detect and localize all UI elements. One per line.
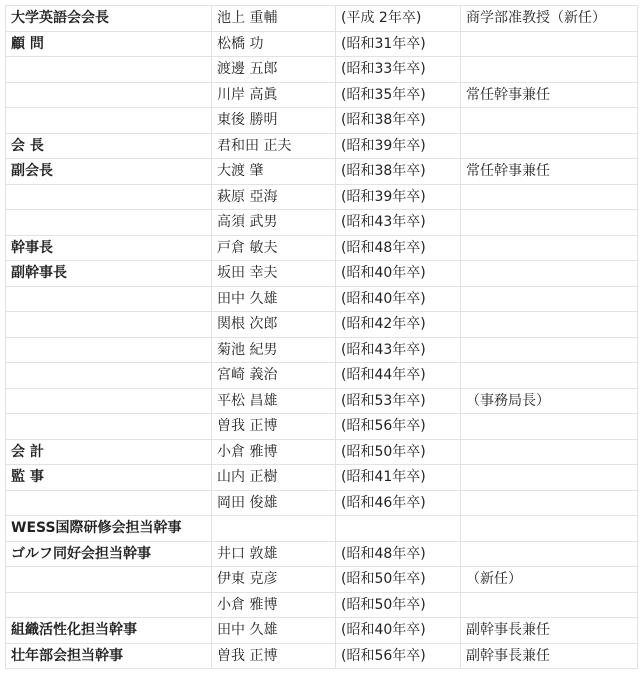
table-row xyxy=(6,567,638,593)
graduation-year-cell: (昭和39年卒) xyxy=(336,133,461,159)
position-cell xyxy=(6,490,212,516)
graduation-year-cell: (昭和40年卒) xyxy=(336,261,461,287)
name-cell: 関根 次郎 xyxy=(212,312,336,338)
graduation-year-cell: (昭和53年卒) xyxy=(336,388,461,414)
note-cell xyxy=(461,261,638,287)
graduation-year-cell: (昭和40年卒) xyxy=(336,286,461,312)
position-cell xyxy=(6,82,212,108)
graduation-year-cell: (昭和42年卒) xyxy=(336,312,461,338)
table-row xyxy=(6,31,638,57)
position-cell: WESS国際研修会担当幹事 xyxy=(6,516,212,542)
note-cell xyxy=(461,210,638,236)
graduation-year-cell: (昭和44年卒) xyxy=(336,363,461,389)
name-cell: 小倉 雅博 xyxy=(212,439,336,465)
graduation-year-cell: (昭和50年卒) xyxy=(336,567,461,593)
table-row xyxy=(6,57,638,83)
position-cell: 大学英語会会長 xyxy=(6,6,212,32)
position-cell xyxy=(6,286,212,312)
position-cell xyxy=(6,312,212,338)
graduation-year-cell: (昭和40年卒) xyxy=(336,618,461,644)
name-cell: 戸倉 敏夫 xyxy=(212,235,336,261)
graduation-year-cell: (昭和33年卒) xyxy=(336,57,461,83)
note-cell: 副幹事長兼任 xyxy=(461,618,638,644)
position-cell: 壮年部会担当幹事 xyxy=(6,643,212,669)
position-cell: 副会長 xyxy=(6,159,212,185)
note-cell xyxy=(461,312,638,338)
position-cell xyxy=(6,57,212,83)
note-cell: 副幹事長兼任 xyxy=(461,643,638,669)
position-cell xyxy=(6,567,212,593)
table-row xyxy=(6,82,638,108)
note-cell xyxy=(461,516,638,542)
graduation-year-cell: (平成 2年卒) xyxy=(336,6,461,32)
graduation-year-cell: (昭和43年卒) xyxy=(336,210,461,236)
note-cell xyxy=(461,108,638,134)
position-cell: 幹事長 xyxy=(6,235,212,261)
position-cell xyxy=(6,592,212,618)
position-cell: 会 計 xyxy=(6,439,212,465)
graduation-year-cell: (昭和48年卒) xyxy=(336,541,461,567)
name-cell: 萩原 亞海 xyxy=(212,184,336,210)
note-cell xyxy=(461,31,638,57)
name-cell: 菊池 紀男 xyxy=(212,337,336,363)
table-row xyxy=(6,286,638,312)
name-cell: 平松 昌雄 xyxy=(212,388,336,414)
note-cell xyxy=(461,286,638,312)
table-row xyxy=(6,210,638,236)
table-row xyxy=(6,643,638,669)
note-cell: （事務局長） xyxy=(461,388,638,414)
graduation-year-cell: (昭和31年卒) xyxy=(336,31,461,57)
position-cell: 組織活性化担当幹事 xyxy=(6,618,212,644)
name-cell: 岡田 俊雄 xyxy=(212,490,336,516)
table-row xyxy=(6,465,638,491)
name-cell: 田中 久雄 xyxy=(212,618,336,644)
graduation-year-cell: (昭和39年卒) xyxy=(336,184,461,210)
position-cell: ゴルフ同好会担当幹事 xyxy=(6,541,212,567)
note-cell xyxy=(461,363,638,389)
graduation-year-cell: (昭和50年卒) xyxy=(336,439,461,465)
note-cell xyxy=(461,184,638,210)
note-cell xyxy=(461,235,638,261)
graduation-year-cell: (昭和56年卒) xyxy=(336,414,461,440)
name-cell: 池上 重輔 xyxy=(212,6,336,32)
note-cell xyxy=(461,133,638,159)
position-cell xyxy=(6,414,212,440)
table-row xyxy=(6,133,638,159)
table-row xyxy=(6,439,638,465)
note-cell xyxy=(461,490,638,516)
table-row xyxy=(6,516,638,542)
table-row xyxy=(6,261,638,287)
graduation-year-cell: (昭和56年卒) xyxy=(336,643,461,669)
officers-table xyxy=(5,5,638,669)
note-cell: （新任） xyxy=(461,567,638,593)
table-row xyxy=(6,592,638,618)
graduation-year-cell xyxy=(336,516,461,542)
position-cell xyxy=(6,337,212,363)
name-cell: 曽我 正博 xyxy=(212,643,336,669)
position-cell: 副幹事長 xyxy=(6,261,212,287)
graduation-year-cell: (昭和38年卒) xyxy=(336,159,461,185)
table-row xyxy=(6,414,638,440)
name-cell: 山内 正樹 xyxy=(212,465,336,491)
graduation-year-cell: (昭和35年卒) xyxy=(336,82,461,108)
note-cell: 常任幹事兼任 xyxy=(461,159,638,185)
table-row xyxy=(6,490,638,516)
name-cell: 田中 久雄 xyxy=(212,286,336,312)
name-cell: 松橋 功 xyxy=(212,31,336,57)
note-cell xyxy=(461,414,638,440)
position-cell: 会 長 xyxy=(6,133,212,159)
note-cell xyxy=(461,439,638,465)
officers-table-body xyxy=(6,6,638,669)
graduation-year-cell: (昭和41年卒) xyxy=(336,465,461,491)
position-cell: 顧 問 xyxy=(6,31,212,57)
graduation-year-cell: (昭和46年卒) xyxy=(336,490,461,516)
position-cell xyxy=(6,388,212,414)
position-cell xyxy=(6,184,212,210)
name-cell: 川岸 高眞 xyxy=(212,82,336,108)
name-cell: 高須 武男 xyxy=(212,210,336,236)
name-cell: 伊東 克彦 xyxy=(212,567,336,593)
note-cell: 商学部准教授（新任） xyxy=(461,6,638,32)
note-cell xyxy=(461,465,638,491)
graduation-year-cell: (昭和43年卒) xyxy=(336,337,461,363)
note-cell xyxy=(461,592,638,618)
note-cell xyxy=(461,57,638,83)
name-cell: 井口 敦雄 xyxy=(212,541,336,567)
position-cell xyxy=(6,210,212,236)
note-cell xyxy=(461,541,638,567)
table-row xyxy=(6,312,638,338)
name-cell: 坂田 幸夫 xyxy=(212,261,336,287)
name-cell: 東後 勝明 xyxy=(212,108,336,134)
position-cell xyxy=(6,363,212,389)
name-cell: 渡邊 五郎 xyxy=(212,57,336,83)
table-row xyxy=(6,541,638,567)
table-row xyxy=(6,235,638,261)
table-row xyxy=(6,363,638,389)
name-cell: 曽我 正博 xyxy=(212,414,336,440)
table-row xyxy=(6,159,638,185)
note-cell: 常任幹事兼任 xyxy=(461,82,638,108)
position-cell xyxy=(6,108,212,134)
name-cell: 宮崎 義治 xyxy=(212,363,336,389)
name-cell: 君和田 正夫 xyxy=(212,133,336,159)
name-cell: 大渡 肇 xyxy=(212,159,336,185)
graduation-year-cell: (昭和50年卒) xyxy=(336,592,461,618)
name-cell xyxy=(212,516,336,542)
table-row xyxy=(6,618,638,644)
table-row xyxy=(6,6,638,32)
table-row xyxy=(6,108,638,134)
table-row xyxy=(6,337,638,363)
note-cell xyxy=(461,337,638,363)
position-cell: 監 事 xyxy=(6,465,212,491)
name-cell: 小倉 雅博 xyxy=(212,592,336,618)
graduation-year-cell: (昭和38年卒) xyxy=(336,108,461,134)
table-row xyxy=(6,184,638,210)
table-row xyxy=(6,388,638,414)
graduation-year-cell: (昭和48年卒) xyxy=(336,235,461,261)
